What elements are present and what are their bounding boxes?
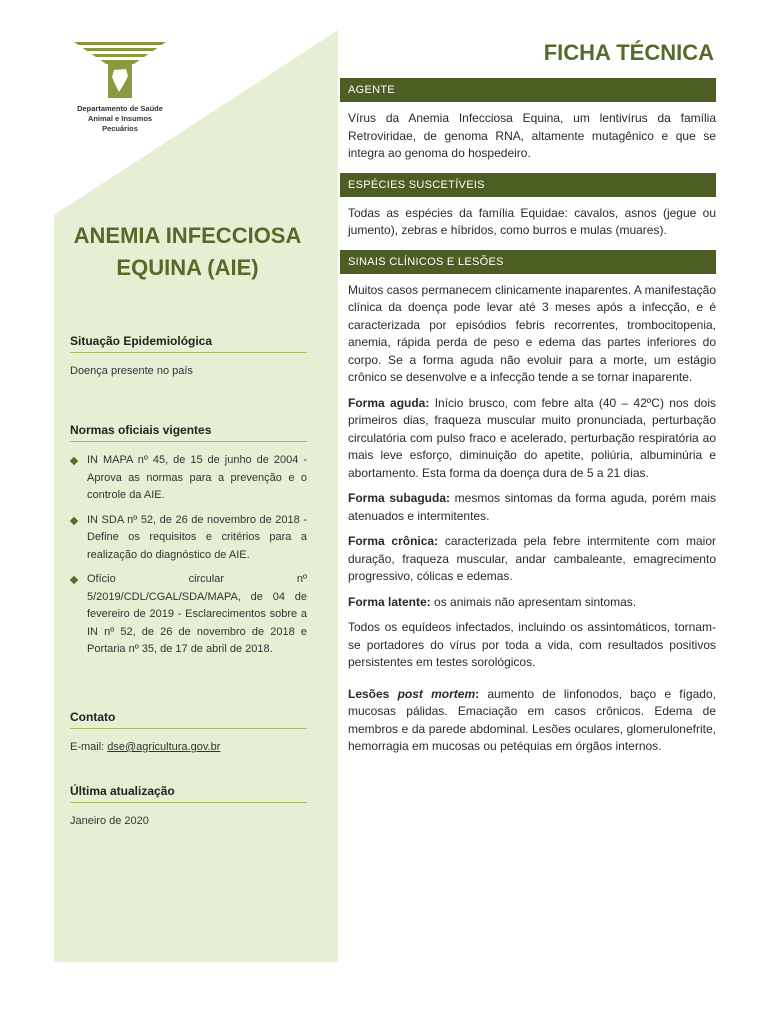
lesoes-text: aumento de linfonodos, baço e fígado, mucosas pálidas. Emaciação em casos crônicos. Edema de membros e da parede abdominal. Lesões oculares, glomerulonefrite, hemorragia em mucosas ou petéquias em órgãos internos. <box>348 686 716 753</box>
forma-subaguda-label: Forma subaguda: <box>348 491 450 505</box>
atualizacao-section <box>70 784 307 830</box>
forma-aguda-text: Início brusco, com febre alta (40 – 42ºC) nos dois primeiros dias, fraqueza muscular muito pronunciada, perturbação circulatória com pulso fraco e acelerado, perturbação respiratória ao mais leve esforço, diminuição do apetite, poliúria, albuminúria e abortamento. Esta forma da doença dura de 5 a 21 dias. <box>348 395 717 480</box>
norma-text: IN SDA nº 52, de 26 de novembro de 2018 - Define os requisitos e critérios para a realização do diagnóstico de AIE. <box>87 513 307 561</box>
especies-text: Todas as espécies da família Equidae: cavalos, asnos (jegue ou jumento), zebras e híbridos, como burros e mulas (muares). <box>348 205 716 237</box>
normas-heading: Normas oficiais vigentes <box>70 423 307 442</box>
logo-text <box>60 104 180 134</box>
forma-cronica-text: caracterizada pela febre intermitente com maior duração, fraqueza muscular, andar cambaleante, emagrecimento progressivo, cólicas e edemas. <box>348 534 716 583</box>
forma-subaguda <box>348 490 716 525</box>
sinais-intro: Muitos casos permanecem clinicamente inaparentes. A manifestação clínica da doença pode levar até 3 meses após a infecção, e é caracterizada por episódios febris recorrentes, trombocitopenia, anemia, rápida perda de peso e edema das partes inferiores do corpo. Se a forma aguda não evoluir para a morte, um estágio crônico se desenvolve e a infecção tende a se tornar inaparente. <box>348 282 716 384</box>
situacao-heading: Situação Epidemiológica <box>70 334 307 353</box>
atualizacao-heading: Última atualização <box>70 784 307 803</box>
normas-section <box>70 423 307 666</box>
agente-text: Vírus da Anemia Infecciosa Equina, um lentivírus da família Retroviridae, de genoma RNA, altamente mutagênico e que se integra ao genoma do hospedeiro. <box>348 111 716 160</box>
logo-text-line-2: Animal e Insumos <box>87 114 153 123</box>
contato-heading: Contato <box>70 710 307 729</box>
contato-section <box>70 710 307 756</box>
forma-aguda <box>348 395 716 483</box>
forma-subaguda-text: mesmos sintomas da forma aguda, porém mais atenuados e intermitentes. <box>348 491 716 523</box>
forma-aguda-label: Forma aguda: <box>348 395 430 410</box>
atualizacao-text: Janeiro de 2020 <box>70 815 149 827</box>
section-band-sinais: SINAIS CLÍNICOS E LESÕES <box>340 250 716 274</box>
bullet-diamond-icon <box>70 457 78 465</box>
section-band-especies: ESPÉCIES SUSCETÍVEIS <box>340 173 716 197</box>
main-content <box>340 40 716 756</box>
norma-item <box>70 512 307 565</box>
forma-latente-text: os animais não apresentam sintomas. <box>430 594 637 609</box>
norma-text: Ofício circular nº 5/2019/CDL/CGAL/SDA/MAPA, de 04 de fevereiro de 2019 - Esclarecimentos sobre a IN nº 52, de 26 de novembro de 2018 e Portaria nº 35, de 17 de abril de 2018. <box>87 573 307 655</box>
norma-item <box>70 571 307 659</box>
forma-cronica <box>348 533 716 586</box>
ficha-title: FICHA TÉCNICA <box>543 40 714 65</box>
forma-cronica-label: Forma crônica: <box>348 534 439 548</box>
disease-title-line-2: EQUINA (AIE) <box>116 255 259 280</box>
logo-text-line-3: Pecuários <box>102 124 138 133</box>
lesoes-post-mortem <box>348 686 716 756</box>
email-link[interactable]: dse@agricultura.gov.br <box>107 741 221 753</box>
situacao-text: Doença presente no país <box>70 365 193 377</box>
ministry-logo-icon <box>72 40 168 100</box>
norma-text: IN MAPA nº 45, de 15 de junho de 2004 - Aprova as normas para a prevenção e o controle da AIE. <box>87 454 307 501</box>
lesoes-label: Lesões post mortem: <box>348 686 480 701</box>
norma-item <box>70 452 307 505</box>
contato-text <box>70 739 307 756</box>
logo-text-line-1: Departamento de Saúde <box>77 104 163 113</box>
disease-title <box>70 220 305 284</box>
bullet-diamond-icon <box>70 516 78 524</box>
lesoes-italic: post mortem <box>397 686 476 701</box>
section-band-agente: AGENTE <box>340 78 716 102</box>
disease-title-line-1: ANEMIA INFECCIOSA <box>73 223 302 248</box>
forma-latente-label: Forma latente: <box>348 594 431 609</box>
email-label: E-mail: <box>70 741 108 753</box>
logo <box>60 40 180 134</box>
forma-latente <box>348 594 716 612</box>
normas-list <box>70 452 307 659</box>
bullet-diamond-icon <box>70 576 78 584</box>
situacao-section <box>70 334 307 380</box>
todos-text: Todos os equídeos infectados, incluindo os assintomáticos, tornam-se portadores do vírus por toda a vida, com resultados positivos persistentes em testes sorológicos. <box>348 620 716 669</box>
